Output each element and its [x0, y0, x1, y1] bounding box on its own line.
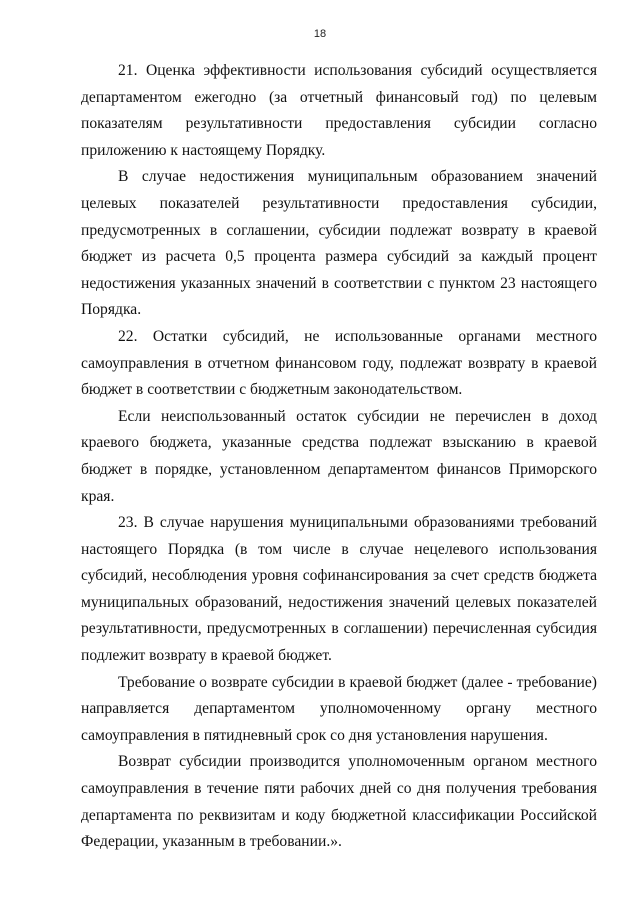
page-number: 18 [313, 28, 327, 40]
paragraph-21: 21. Оценка эффективности использования субсидий осуществляется департаментом ежегодно (за отчетный финансовый год) по целевым показателям результативности предоставления субсидии согласно приложению к настоящему Порядку. [81, 62, 597, 159]
document-body [81, 58, 597, 856]
paragraph-22: 22. Остатки субсидий, не использованные органами местного самоуправления в отчетном финансовом году, подлежат возврату в краевой бюджет в соответствии с бюджетным законодательством. [81, 327, 597, 399]
paragraph-22-continued: Если неиспользованный остаток субсидии не перечислен в доход краевого бюджета, указанные средства подлежат взысканию в краевой бюджет в порядке, установленном департаментом финансов Приморского края. [81, 407, 597, 505]
paragraph-23-refund: Возврат субсидии производится уполномоченным органом местного самоуправления в течение пяти рабочих дней со дня получения требования департамента по реквизитам и коду бюджетной классификации Российской Федерации, указанным в требовании.». [81, 753, 597, 851]
paragraph-21-continued: В случае недостижения муниципальным образованием значений целевых показателей результативности предоставления субсидии, предусмотренных в соглашении, субсидии подлежат возврату в краевой бюджет из расчета 0,5 процента размера субсидий за каждый процент недостижения указанных значений в соответствии с пунктом 23 настоящего Порядка. [81, 168, 597, 319]
paragraph-23-requirement: Требование о возврате субсидии в краевой бюджет (далее - требование) направляется департаментом уполномоченному органу местного самоуправления в пятидневный срок со дня установления нарушения. [81, 673, 597, 744]
paragraph-23: 23. В случае нарушения муниципальными образованиями требований настоящего Порядка (в том числе в случае нецелевого использования субсидий, несоблюдения уровня софинансирования за счет средств бюджета муниципальных образований, недостижения значений целевых показателей результативности, предусмотренных в соглашении) перечисленная субсидия подлежит возврату в краевой бюджет. [81, 514, 597, 665]
